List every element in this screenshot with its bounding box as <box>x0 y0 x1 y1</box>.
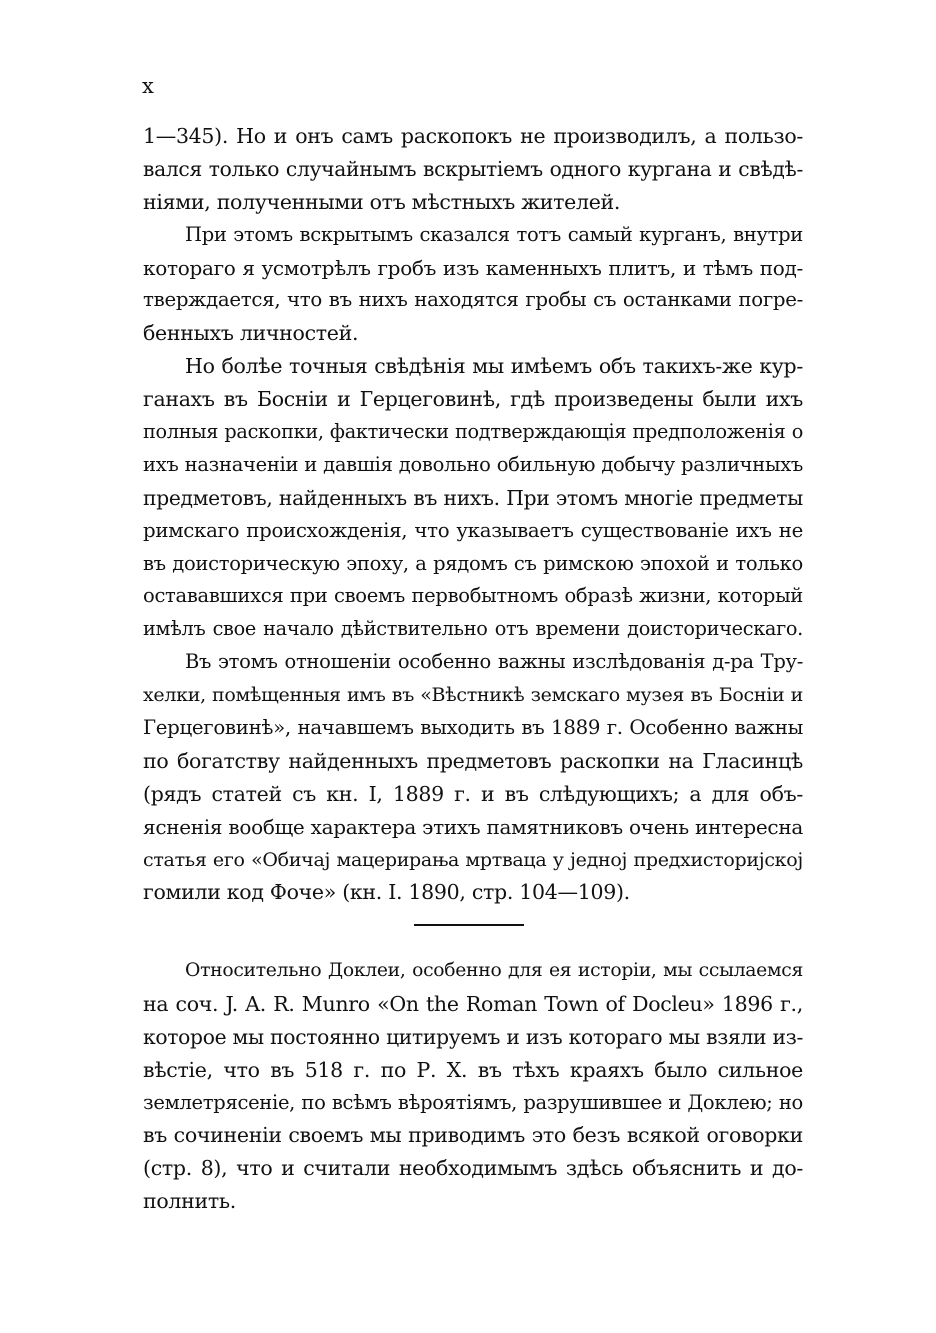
text-line: бенныхъ личностей. <box>143 321 359 346</box>
text-line: въ сочиненіи своемъ мы приводимъ это безъ всякой оговорки <box>143 1123 803 1148</box>
text-line: которое мы постоянно цитируемъ и изъ котораго мы взяли из- <box>143 1024 803 1049</box>
text-line: полныя раскопки, фактически подтверждающія предположенія о <box>143 420 803 444</box>
text-line: по богатству найденныхъ предметовъ раскопки на Гласинцѣ <box>143 748 803 773</box>
text-line: котораго я усмотрѣлъ гробъ изъ каменныхъ плитъ, и тѣмъ под- <box>143 255 803 280</box>
text-line: имѣлъ свое начало дѣйствительно отъ времени доисторическаго. <box>143 617 803 641</box>
text-line: полнить. <box>143 1189 236 1214</box>
text-line: 1—345). Но и онъ самъ раскопокъ не производилъ, а пользо- <box>143 124 803 148</box>
text-line: статья его «Обичај мацерирања мртваца у једној предхисторијској <box>143 848 803 871</box>
text-line: (рядъ статей съ кн. I, 1889 г. и въ слѣдующихъ; а для объ- <box>143 781 803 806</box>
text-line: тверждается, что въ нихъ находятся гробы съ останками погре- <box>143 288 803 312</box>
text-line: ганахъ въ Босніи и Герцеговинѣ, гдѣ произведены были ихъ <box>143 387 803 412</box>
text-line: ніями, полученными отъ мѣстныхъ жителей. <box>143 189 621 214</box>
note-text-block <box>143 955 803 1218</box>
section-separator <box>414 924 524 926</box>
text-line: землетрясеніе, по всѣмъ вѣроятіямъ, разрушившее и Доклею; но <box>143 1090 803 1114</box>
text-line: вался только случайнымъ вскрытіемъ одного кургана и свѣдѣ- <box>143 156 803 181</box>
text-line: гомили код Фоче» (кн. I. 1890, стр. 104—109). <box>143 880 630 905</box>
text-line: римскаго происхожденія, что указываетъ существованіе ихъ не <box>143 518 803 542</box>
text-line: ясненія вообще характера этихъ памятниковъ очень интересна <box>143 814 803 839</box>
text-line: (стр. 8), что и считали необходимымъ здѣсь объяснить и до- <box>143 1156 803 1181</box>
text-line: Относительно Доклеи, особенно для ея исторіи, мы ссылаемся <box>185 960 803 981</box>
text-line: остававшихся при своемъ первобытномъ образѣ жизни, который <box>143 584 803 608</box>
text-line: Но болѣе точныя свѣдѣнія мы имѣемъ объ такихъ-же кур- <box>185 354 803 379</box>
text-line: предметовъ, найденныхъ въ нихъ. При этомъ многіе предметы <box>143 485 803 510</box>
text-line: При этомъ вскрытымъ сказался тотъ самый курганъ, внутри <box>185 222 803 246</box>
text-line: Герцеговинѣ», начавшемъ выходить въ 1889 г. Особенно важны <box>143 716 803 740</box>
main-text-block <box>143 120 803 909</box>
text-line: на соч. J. A. R. Munro «On the Roman Town of Docleu» 1896 г., <box>143 991 803 1016</box>
text-line: Въ этомъ отношеніи особенно важны изслѣдованія д-ра Тру- <box>185 650 803 674</box>
text-line: въ доисторическую эпоху, а рядомъ съ римскою эпохой и только <box>143 551 803 575</box>
text-line: вѣстіе, что въ 518 г. по Р. Х. въ тѣхъ краяхъ было сильное <box>143 1057 803 1082</box>
page-number: x <box>142 74 154 98</box>
text-line: хелки, помѣщенныя имъ въ «Вѣстникѣ земскаго музея въ Босніи и <box>143 684 803 707</box>
text-line: ихъ назначеніи и давшія довольно обильную добычу различныхъ <box>143 452 803 476</box>
